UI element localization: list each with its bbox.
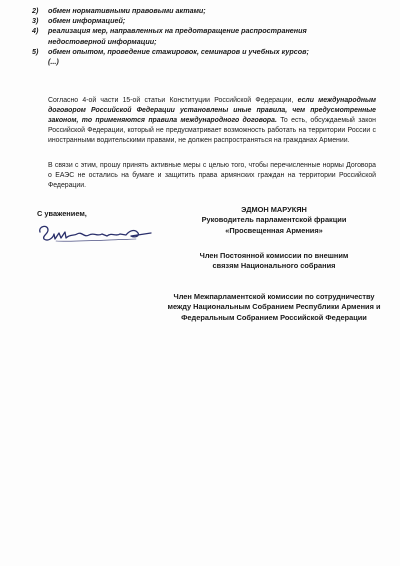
- signatory-name: ЭДМОН МАРУКЯН: [241, 205, 307, 214]
- handwritten-signature: [36, 222, 154, 246]
- list-item-text: реализация мер, направленных на предотвращение распространения: [48, 26, 307, 36]
- signatory-role: между Национальным Собранием Республики Армения и: [167, 302, 381, 312]
- list-item-text: обмен информацией;: [48, 16, 126, 26]
- list-item: [32, 6, 362, 16]
- list-item-number: 3): [32, 16, 39, 26]
- list-item-number: 2): [32, 6, 39, 15]
- signatory-role: «Просвещенная Армения»: [225, 225, 323, 235]
- signatory-name-block: [160, 205, 388, 236]
- list-item: [32, 47, 362, 57]
- signatory-role: Руководитель парламентской фракции: [201, 215, 347, 225]
- list-item-text: обмен нормативными правовыми актами;: [48, 6, 206, 15]
- constitution-paragraph: [36, 96, 376, 146]
- paragraph-text: То есть, обсуждаемый закон Российской Федерации, который не предусматривает возможность работать на территории России с иностранными водительскими правами, не должен распространяться на гражданах Армении.: [48, 117, 376, 144]
- list-item: [32, 26, 362, 36]
- list-item: [32, 16, 362, 26]
- list-item-text: (...): [48, 57, 59, 67]
- paragraph-text: Согласно 4-ой части 15-ой статьи Конституции Российской Федерации,: [48, 97, 298, 104]
- signatory-role: Член Межпарламентской комиссии по сотрудничеству: [173, 292, 375, 301]
- list-item-number: 4): [32, 26, 39, 36]
- list-item-number: 5): [32, 46, 39, 56]
- emphasized-quote: если международным договором Российской Федерации установлены иные правила, чем предусмотренные законом, то применяются правила международного договора.: [48, 97, 376, 124]
- obligations-list: [32, 6, 362, 67]
- committee-role-block: [160, 251, 388, 272]
- request-paragraph: В связи с этим, прошу принять активные меры с целью того, чтобы перечисленные нормы Договора о ЕАЭС не остались на бумаге и защитить права армянских граждан на территории Российской Федерации.: [48, 162, 376, 189]
- list-item-number: [32, 57, 48, 67]
- list-item-continuation: недостоверной информации;: [48, 36, 157, 46]
- signatory-role: связям Национального собрания: [212, 261, 336, 271]
- list-item-text: обмен опытом, проведение стажировок, семинаров и учебных курсов;: [48, 46, 309, 56]
- interparliamentary-role-block: [160, 292, 388, 323]
- list-item: [32, 57, 362, 67]
- signatory-role: Член Постоянной комиссии по внешним: [199, 251, 349, 260]
- signatory-role: Федеральным Собранием Российской Федерации: [181, 312, 367, 322]
- closing-greeting: С уважением,: [37, 209, 87, 218]
